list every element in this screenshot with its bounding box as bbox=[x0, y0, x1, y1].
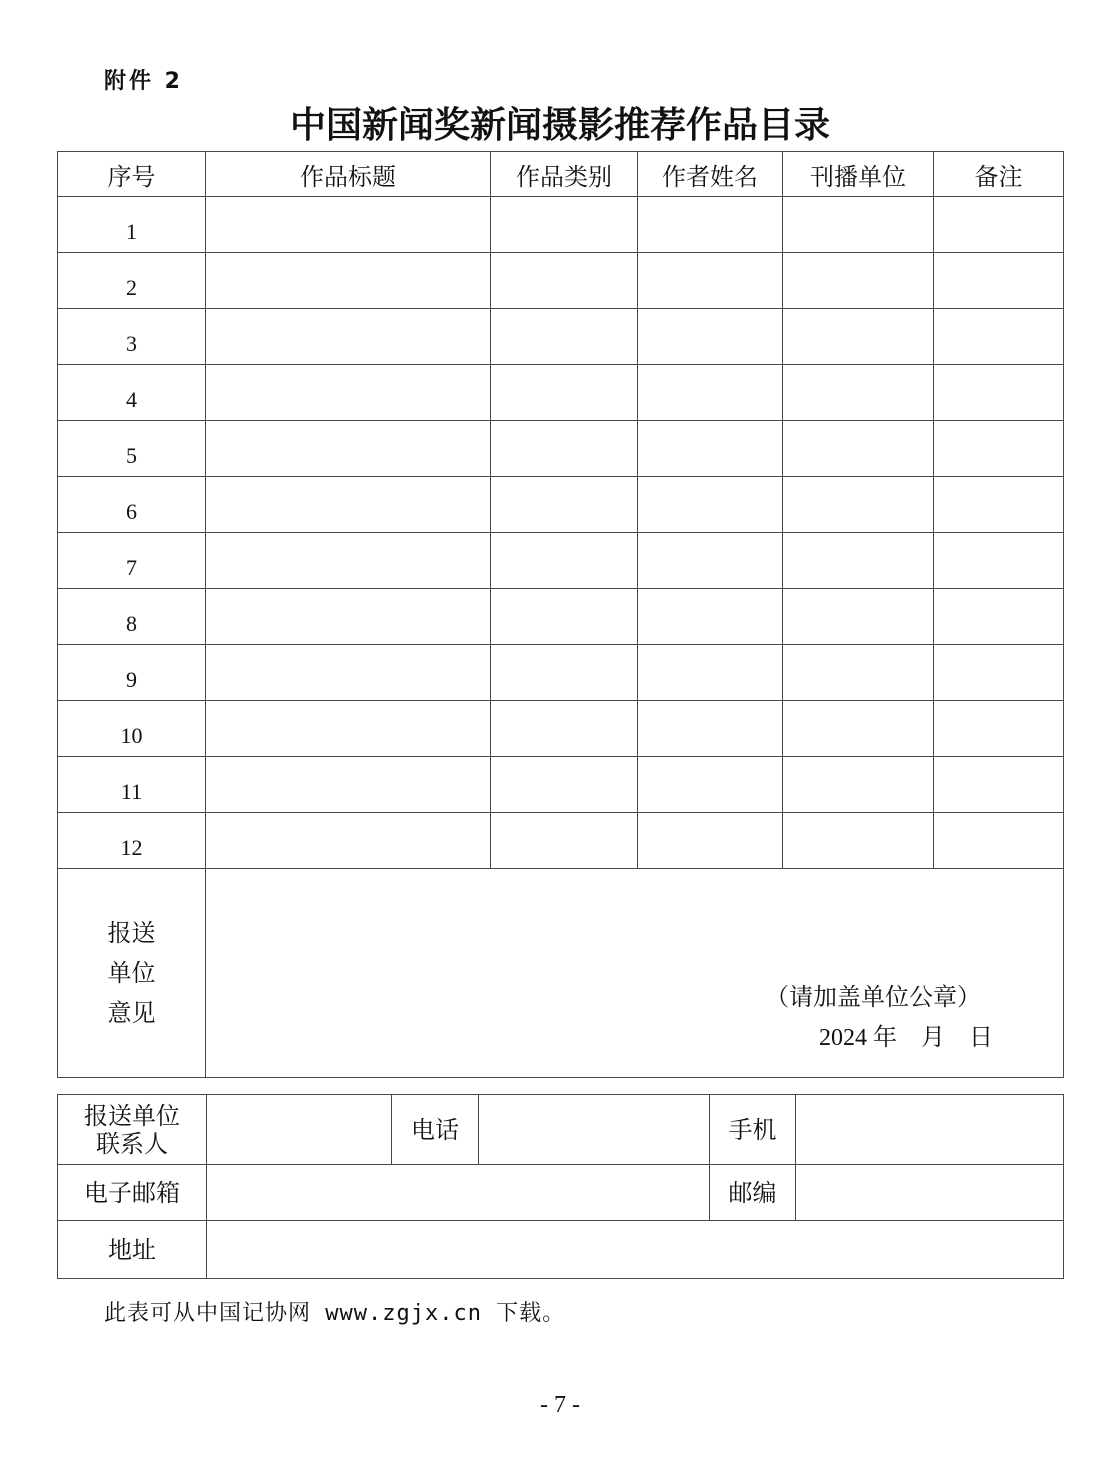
publisher-cell[interactable] bbox=[783, 477, 934, 533]
remarks-cell[interactable] bbox=[934, 533, 1064, 589]
address-label: 地址 bbox=[58, 1221, 207, 1279]
author-cell[interactable] bbox=[638, 477, 783, 533]
address-field[interactable] bbox=[207, 1221, 1064, 1279]
author-cell[interactable] bbox=[638, 757, 783, 813]
remarks-cell[interactable] bbox=[934, 645, 1064, 701]
title-cell[interactable] bbox=[206, 253, 491, 309]
publisher-cell[interactable] bbox=[783, 589, 934, 645]
table-row bbox=[58, 421, 1064, 477]
title-cell[interactable] bbox=[206, 421, 491, 477]
remarks-cell[interactable] bbox=[934, 309, 1064, 365]
category-cell[interactable] bbox=[491, 365, 638, 421]
row-number: 2 bbox=[58, 253, 206, 309]
category-cell[interactable] bbox=[491, 757, 638, 813]
row-number: 10 bbox=[58, 701, 206, 757]
email-row bbox=[58, 1165, 1064, 1221]
row-number: 5 bbox=[58, 421, 206, 477]
publisher-cell[interactable] bbox=[783, 533, 934, 589]
column-header-serial: 序号 bbox=[58, 152, 206, 197]
remarks-cell[interactable] bbox=[934, 757, 1064, 813]
table-row bbox=[58, 477, 1064, 533]
row-number: 6 bbox=[58, 477, 206, 533]
title-cell[interactable] bbox=[206, 477, 491, 533]
category-cell[interactable] bbox=[491, 197, 638, 253]
row-number: 9 bbox=[58, 645, 206, 701]
mobile-field[interactable] bbox=[796, 1095, 1064, 1165]
table-row bbox=[58, 645, 1064, 701]
table-row bbox=[58, 813, 1064, 869]
opinion-label-line1: 报送 bbox=[107, 919, 156, 947]
author-cell[interactable] bbox=[638, 197, 783, 253]
postcode-field[interactable] bbox=[796, 1165, 1064, 1221]
contact-person-label bbox=[58, 1095, 207, 1165]
author-cell[interactable] bbox=[638, 365, 783, 421]
title-cell[interactable] bbox=[206, 701, 491, 757]
table-header-row bbox=[58, 152, 1064, 197]
category-cell[interactable] bbox=[491, 309, 638, 365]
title-cell[interactable] bbox=[206, 813, 491, 869]
table-row bbox=[58, 309, 1064, 365]
author-cell[interactable] bbox=[638, 533, 783, 589]
table-row bbox=[58, 589, 1064, 645]
table-row bbox=[58, 757, 1064, 813]
contact-person-row bbox=[58, 1095, 1064, 1165]
attachment-label: 附件 2 bbox=[104, 69, 183, 94]
title-cell[interactable] bbox=[206, 197, 491, 253]
remarks-cell[interactable] bbox=[934, 421, 1064, 477]
row-number: 1 bbox=[58, 197, 206, 253]
title-cell[interactable] bbox=[206, 589, 491, 645]
title-cell[interactable] bbox=[206, 757, 491, 813]
remarks-cell[interactable] bbox=[934, 197, 1064, 253]
category-cell[interactable] bbox=[491, 477, 638, 533]
publisher-cell[interactable] bbox=[783, 365, 934, 421]
table-row bbox=[58, 701, 1064, 757]
category-cell[interactable] bbox=[491, 589, 638, 645]
publisher-cell[interactable] bbox=[783, 309, 934, 365]
row-number: 11 bbox=[58, 757, 206, 813]
contact-person-label-line1: 报送单位 bbox=[84, 1101, 180, 1130]
remarks-cell[interactable] bbox=[934, 813, 1064, 869]
email-field[interactable] bbox=[207, 1165, 710, 1221]
remarks-cell[interactable] bbox=[934, 253, 1064, 309]
remarks-cell[interactable] bbox=[934, 477, 1064, 533]
category-cell[interactable] bbox=[491, 701, 638, 757]
opinion-label-line3: 意见 bbox=[107, 999, 156, 1027]
author-cell[interactable] bbox=[638, 701, 783, 757]
table-row bbox=[58, 365, 1064, 421]
publisher-cell[interactable] bbox=[783, 701, 934, 757]
title-cell[interactable] bbox=[206, 365, 491, 421]
column-header-publisher: 刊播单位 bbox=[783, 152, 934, 197]
document-title: 中国新闻奖新闻摄影推荐作品目录 bbox=[289, 104, 830, 146]
table-row bbox=[58, 533, 1064, 589]
table-row bbox=[58, 197, 1064, 253]
publisher-cell[interactable] bbox=[783, 645, 934, 701]
mobile-label: 手机 bbox=[710, 1095, 796, 1165]
publisher-cell[interactable] bbox=[783, 813, 934, 869]
row-number: 4 bbox=[58, 365, 206, 421]
column-header-title: 作品标题 bbox=[206, 152, 491, 197]
opinion-label bbox=[58, 869, 206, 1078]
author-cell[interactable] bbox=[638, 253, 783, 309]
author-cell[interactable] bbox=[638, 309, 783, 365]
opinion-field[interactable] bbox=[206, 869, 1064, 1078]
column-header-author: 作者姓名 bbox=[638, 152, 783, 197]
category-cell[interactable] bbox=[491, 421, 638, 477]
publisher-cell[interactable] bbox=[783, 421, 934, 477]
table-row bbox=[58, 253, 1064, 309]
row-number: 7 bbox=[58, 533, 206, 589]
opinion-row bbox=[58, 869, 1064, 1078]
author-cell[interactable] bbox=[638, 421, 783, 477]
stamp-note: （请加盖单位公章） bbox=[765, 983, 981, 1011]
column-header-category: 作品类别 bbox=[491, 152, 638, 197]
title-cell[interactable] bbox=[206, 645, 491, 701]
download-note: 此表可从中国记协网 www.zgjx.cn 下载。 bbox=[104, 1301, 566, 1326]
contact-table bbox=[57, 1094, 1064, 1279]
remarks-cell[interactable] bbox=[934, 701, 1064, 757]
author-cell[interactable] bbox=[638, 589, 783, 645]
row-number: 8 bbox=[58, 589, 206, 645]
works-table bbox=[57, 151, 1064, 1078]
page-number: - 7 - bbox=[540, 1392, 580, 1418]
email-label: 电子邮箱 bbox=[58, 1165, 207, 1221]
category-cell[interactable] bbox=[491, 533, 638, 589]
postcode-label: 邮编 bbox=[710, 1165, 796, 1221]
remarks-cell[interactable] bbox=[934, 365, 1064, 421]
row-number: 12 bbox=[58, 813, 206, 869]
category-cell[interactable] bbox=[491, 645, 638, 701]
publisher-cell[interactable] bbox=[783, 253, 934, 309]
phone-label: 电话 bbox=[392, 1095, 479, 1165]
contact-person-label-line2: 联系人 bbox=[96, 1129, 168, 1158]
date-line: 2024 年 月 日 bbox=[819, 1025, 993, 1051]
row-number: 3 bbox=[58, 309, 206, 365]
author-cell[interactable] bbox=[638, 813, 783, 869]
publisher-cell[interactable] bbox=[783, 197, 934, 253]
phone-field[interactable] bbox=[479, 1095, 710, 1165]
publisher-cell[interactable] bbox=[783, 757, 934, 813]
title-cell[interactable] bbox=[206, 309, 491, 365]
address-row bbox=[58, 1221, 1064, 1279]
remarks-cell[interactable] bbox=[934, 589, 1064, 645]
column-header-remarks: 备注 bbox=[934, 152, 1064, 197]
category-cell[interactable] bbox=[491, 253, 638, 309]
category-cell[interactable] bbox=[491, 813, 638, 869]
opinion-label-line2: 单位 bbox=[107, 959, 156, 987]
contact-person-field[interactable] bbox=[207, 1095, 392, 1165]
title-cell[interactable] bbox=[206, 533, 491, 589]
author-cell[interactable] bbox=[638, 645, 783, 701]
